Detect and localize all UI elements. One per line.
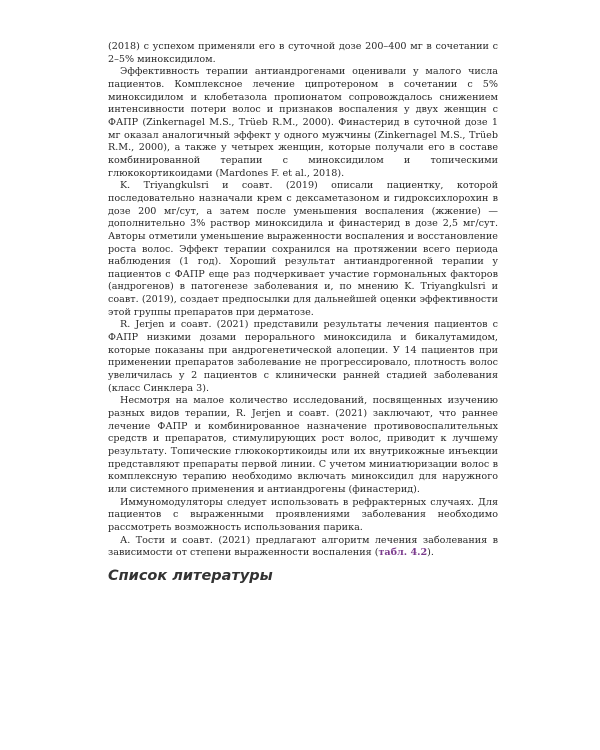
table-reference-link[interactable]: табл. 4.2	[378, 547, 428, 559]
tosti-text-after: ).	[427, 547, 434, 559]
paragraph-triyangkulsri-case: K. Triyangkulsri и соавт. (2019) описали пациентку, которой последовательно назначали крем с дексаметазоном и гидроксихлорохин в дозе 200 мг/сут, а затем после уменьшения воспаления (жжение) — дополнительно 3% раствор миноксидила и финастерид в дозе 2,5 мг/сут. Авторы отметили уменьшение выраженности воспаления и восстановление роста волос. Эффект терапии сохранился на протяжении всего периода наблюдения (1 год). Хороший результат антиандрогенной терапии у пациентов с ФАПР еще раз подчеркивает участие гормональных факторов (андрогенов) в патогенезе заболевания и, по мнению K. Triyangkulsri и соавт. (2019), создает предпосылки для дальнейшей оценки эффективности этой группы препаратов при дерматозе.	[108, 180, 498, 318]
tosti-text-before: А. Тости и соавт. (2021) предлагают алгоритм лечения заболевания в зависимости от степени выраженности воспаления (	[108, 534, 498, 559]
paragraph-antiandrogen-efficacy: Эффективность терапии антиандрогенами оценивали у малого числа пациентов. Комплексное лечение ципротероном в сочетании с 5% миноксидилом и клобетазола пропионатом сопровождалось снижением интенсивности потери волос и признаков воспаления у двух женщин с ФАПР (Zinkernagel M.S., Trüeb R.M., 2000). Финастерид в суточной дозе 1 мг оказал аналогичный эффект у одного мужчины (Zinkernagel M.S., Trüeb R.M., 2000), а также у четырех женщин, которые получали его в составе комбинированной терапии с миноксидилом и топическими глюкокортикоидами (Mardones F. et al., 2018).	[108, 66, 498, 179]
references-heading: Список литературы	[108, 568, 273, 584]
body-text	[108, 41, 498, 560]
paragraph-continuation: (2018) с успехом применяли его в суточной дозе 200–400 мг в сочетании с 2–5% миноксидилом.	[108, 41, 498, 65]
paragraph-jerjen-results: R. Jerjen и соавт. (2021) представили результаты лечения пациентов с ФАПР низкими дозами перорального миноксидила и бикалутамидом, которые показаны при андрогенетической алопеции. У 14 пациентов при применении препаратов заболевание не прогрессировало, плотность волос увеличилась у 2 пациентов с клинически ранней стадией заболевания (класс Синклера 3).	[108, 319, 498, 394]
paragraph-immunomodulators: Иммуномодуляторы следует использовать в рефрактерных случаях. Для пациентов с выраженными проявлениями заболевания необходимо рассмотреть возможность использования парика.	[108, 496, 498, 533]
paragraph-jerjen-conclusion: Несмотря на малое количество исследований, посвященных изучению разных видов терапии, R. Jerjen и соавт. (2021) заключают, что раннее лечение ФАПР и комбинированное назначение противовоспалительных средств и препаратов, стимулирующих рост волос, приводит к лучшему результату. Топические глюкокортикоиды или их внутрикожные инъекции представляют препараты первой линии. С учетом миниатюризации волос в комплексную терапию необходимо включать миноксидил для наружного или системного применения и антиандрогены (финастерид).	[108, 395, 498, 495]
paragraph-tosti-algorithm	[108, 535, 498, 560]
